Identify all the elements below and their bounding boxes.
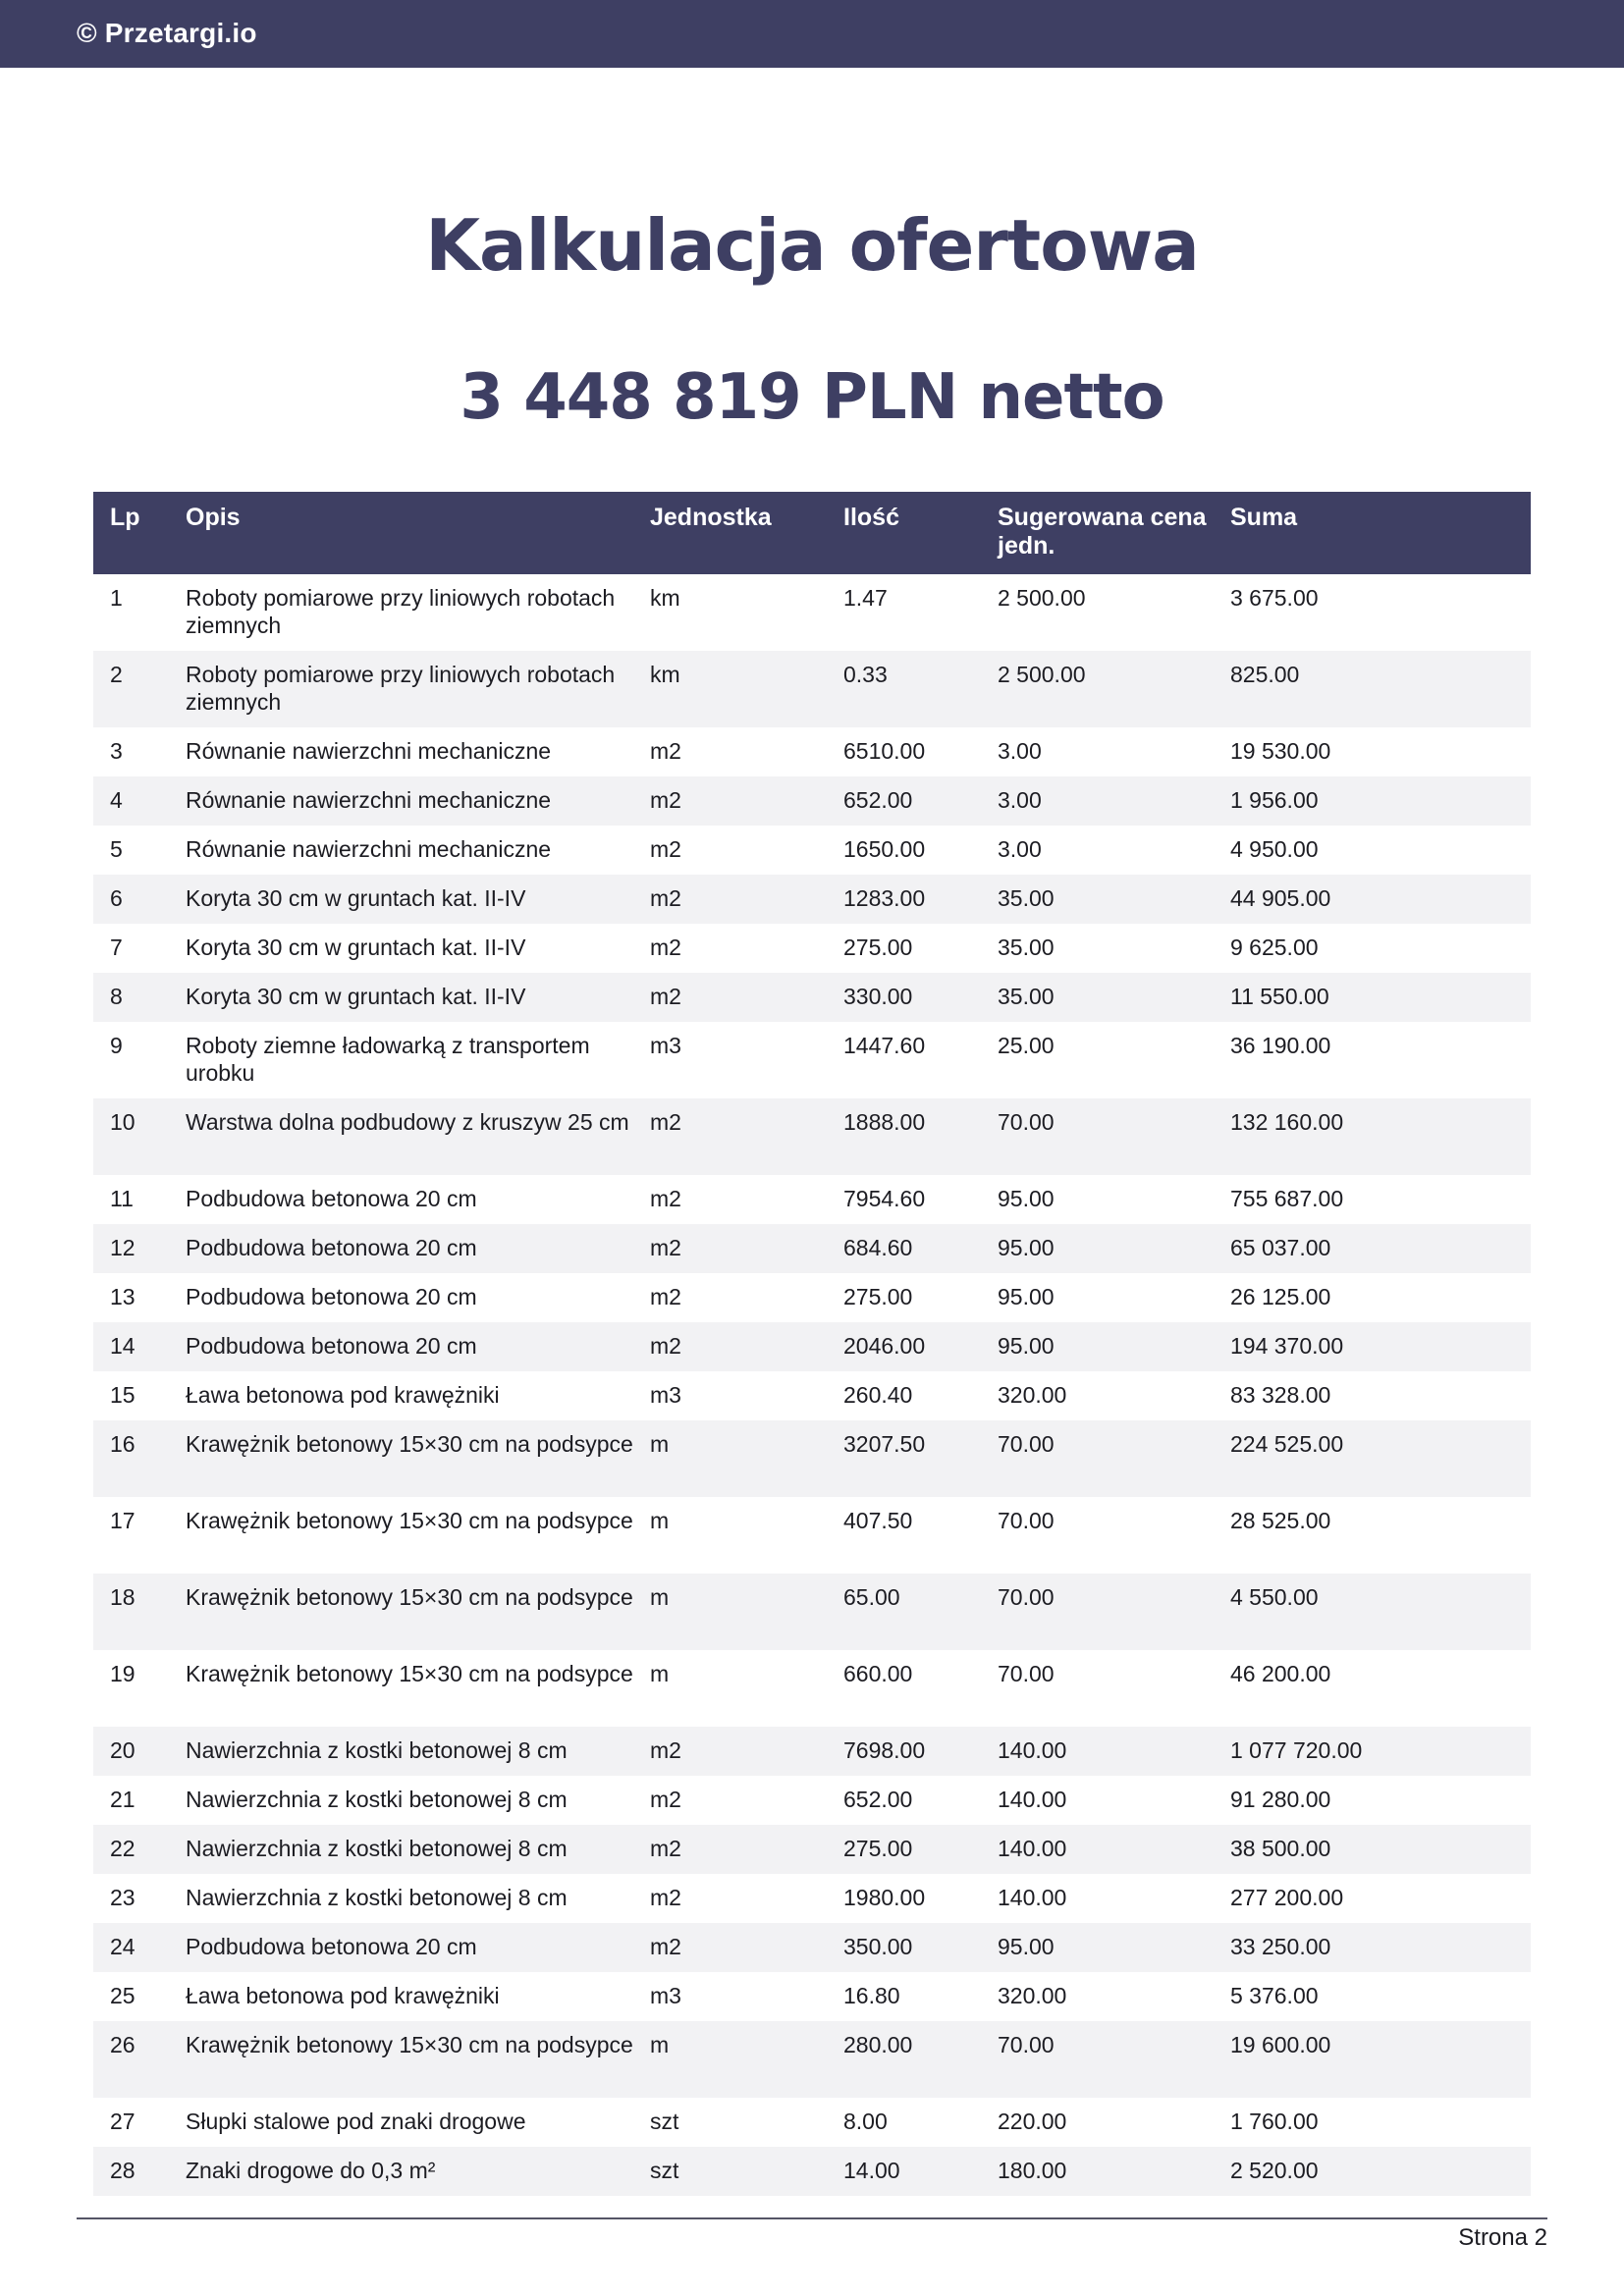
cell-lp: 22 [110, 1836, 135, 1861]
cell-opis: Krawężnik betonowy 15×30 cm na podsypce [186, 2032, 633, 2057]
table-row [93, 574, 1531, 651]
cell-suma: 11 550.00 [1230, 984, 1329, 1009]
brand-logo[interactable]: © Przetargi.io [77, 18, 257, 48]
cell-ilosc: 1980.00 [843, 1885, 926, 1910]
offer-table-container [93, 492, 1531, 2196]
cell-lp: 5 [110, 836, 123, 862]
cell-opis: Równanie nawierzchni mechaniczne [186, 836, 552, 862]
cell-cena: 95.00 [998, 1284, 1055, 1309]
cell-jednostka: m2 [650, 1737, 681, 1763]
cell-jednostka: m2 [650, 738, 681, 764]
cell-ilosc: 0.33 [843, 662, 888, 687]
cell-jednostka: m [650, 2032, 670, 2057]
cell-cena: 95.00 [998, 1186, 1055, 1211]
cell-suma: 46 200.00 [1230, 1661, 1331, 1686]
cell-ilosc: 684.60 [843, 1235, 913, 1260]
table-row [93, 1923, 1531, 1972]
cell-cena: 70.00 [998, 1431, 1055, 1457]
cell-cena: 140.00 [998, 1787, 1067, 1812]
cell-cena: 3.00 [998, 738, 1042, 764]
cell-jednostka: m2 [650, 1836, 681, 1861]
cell-ilosc: 1650.00 [843, 836, 926, 862]
column-header-lp: Lp [110, 504, 140, 531]
cell-lp: 2 [110, 662, 123, 687]
cell-suma: 44 905.00 [1230, 885, 1331, 911]
cell-opis: Krawężnik betonowy 15×30 cm na podsypce [186, 1584, 633, 1610]
cell-ilosc: 275.00 [843, 934, 913, 960]
cell-opis: Roboty ziemne ładowarką z transportem urobku [186, 1033, 590, 1086]
cell-cena: 2 500.00 [998, 585, 1086, 611]
cell-lp: 21 [110, 1787, 135, 1812]
cell-jednostka: m2 [650, 984, 681, 1009]
cell-cena: 35.00 [998, 934, 1055, 960]
cell-opis: Podbudowa betonowa 20 cm [186, 1186, 477, 1211]
cell-cena: 70.00 [998, 1508, 1055, 1533]
column-header-jednostka: Jednostka [650, 504, 772, 531]
cell-ilosc: 6510.00 [843, 738, 926, 764]
table-row [93, 1825, 1531, 1874]
cell-suma: 1 956.00 [1230, 787, 1319, 813]
cell-opis: Nawierzchnia z kostki betonowej 8 cm [186, 1885, 568, 1910]
cell-opis: Podbudowa betonowa 20 cm [186, 1284, 477, 1309]
cell-suma: 33 250.00 [1230, 1934, 1331, 1959]
cell-suma: 28 525.00 [1230, 1508, 1331, 1533]
cell-lp: 24 [110, 1934, 135, 1959]
cell-jednostka: m2 [650, 885, 681, 911]
cell-opis: Ława betonowa pod krawężniki [186, 1983, 500, 2008]
cell-ilosc: 407.50 [843, 1508, 913, 1533]
cell-ilosc: 16.80 [843, 1983, 900, 2008]
table-row [93, 1972, 1531, 2021]
cell-lp: 20 [110, 1737, 135, 1763]
cell-jednostka: m [650, 1584, 670, 1610]
cell-ilosc: 660.00 [843, 1661, 913, 1686]
cell-opis: Koryta 30 cm w gruntach kat. II-IV [186, 934, 526, 960]
cell-suma: 4 550.00 [1230, 1584, 1319, 1610]
cell-lp: 16 [110, 1431, 135, 1457]
cell-cena: 320.00 [998, 1382, 1067, 1408]
footer-divider [77, 2217, 1547, 2219]
cell-ilosc: 3207.50 [843, 1431, 926, 1457]
cell-lp: 14 [110, 1333, 135, 1359]
cell-cena: 180.00 [998, 2158, 1067, 2183]
cell-opis: Roboty pomiarowe przy liniowych robotach ziemnych [186, 585, 616, 638]
cell-ilosc: 14.00 [843, 2158, 900, 2183]
cell-ilosc: 1888.00 [843, 1109, 926, 1135]
top-bar [0, 0, 1624, 68]
cell-cena: 95.00 [998, 1333, 1055, 1359]
cell-suma: 83 328.00 [1230, 1382, 1331, 1408]
cell-suma: 277 200.00 [1230, 1885, 1344, 1910]
cell-opis: Równanie nawierzchni mechaniczne [186, 738, 552, 764]
cell-suma: 4 950.00 [1230, 836, 1319, 862]
cell-ilosc: 1447.60 [843, 1033, 926, 1058]
cell-suma: 38 500.00 [1230, 1836, 1331, 1861]
cell-jednostka: m2 [650, 1109, 681, 1135]
cell-suma: 132 160.00 [1230, 1109, 1344, 1135]
cell-opis: Podbudowa betonowa 20 cm [186, 1333, 477, 1359]
table-row [93, 1874, 1531, 1923]
table-row [93, 651, 1531, 727]
cell-suma: 19 600.00 [1230, 2032, 1331, 2057]
cell-opis: Nawierzchnia z kostki betonowej 8 cm [186, 1836, 568, 1861]
cell-suma: 825.00 [1230, 662, 1300, 687]
table-row [93, 1022, 1531, 1098]
cell-suma: 2 520.00 [1230, 2158, 1319, 2183]
cell-suma: 91 280.00 [1230, 1787, 1331, 1812]
table-row [93, 1727, 1531, 1776]
cell-opis: Słupki stalowe pod znaki drogowe [186, 2109, 526, 2134]
table-row [93, 1776, 1531, 1825]
cell-jednostka: m3 [650, 1983, 681, 2008]
cell-ilosc: 652.00 [843, 1787, 913, 1812]
cell-ilosc: 350.00 [843, 1934, 913, 1959]
cell-jednostka: km [650, 662, 680, 687]
cell-opis: Nawierzchnia z kostki betonowej 8 cm [186, 1787, 568, 1812]
cell-lp: 19 [110, 1661, 135, 1686]
table-row [93, 2021, 1531, 2098]
table-row [93, 727, 1531, 776]
cell-lp: 18 [110, 1584, 135, 1610]
cell-lp: 27 [110, 2109, 135, 2134]
cell-opis: Podbudowa betonowa 20 cm [186, 1235, 477, 1260]
cell-jednostka: m2 [650, 787, 681, 813]
cell-lp: 4 [110, 787, 123, 813]
cell-suma: 65 037.00 [1230, 1235, 1331, 1260]
cell-cena: 95.00 [998, 1235, 1055, 1260]
cell-opis: Ława betonowa pod krawężniki [186, 1382, 500, 1408]
cell-suma: 1 760.00 [1230, 2109, 1319, 2134]
table-row [93, 1497, 1531, 1574]
table-row [93, 2147, 1531, 2196]
cell-lp: 11 [110, 1186, 134, 1211]
cell-opis: Znaki drogowe do 0,3 m² [186, 2158, 436, 2183]
column-header-ilosc: Ilość [843, 504, 899, 531]
table-row [93, 1322, 1531, 1371]
table-row [93, 924, 1531, 973]
table-row [93, 2098, 1531, 2147]
cell-ilosc: 280.00 [843, 2032, 913, 2057]
cell-cena: 140.00 [998, 1885, 1067, 1910]
cell-cena: 3.00 [998, 787, 1042, 813]
page-number: Strona 2 [1458, 2224, 1547, 2251]
cell-suma: 36 190.00 [1230, 1033, 1331, 1058]
cell-jednostka: m2 [650, 1934, 681, 1959]
cell-ilosc: 330.00 [843, 984, 913, 1009]
cell-cena: 95.00 [998, 1934, 1055, 1959]
cell-jednostka: m [650, 1508, 670, 1533]
cell-ilosc: 1283.00 [843, 885, 926, 911]
cell-ilosc: 275.00 [843, 1284, 913, 1309]
cell-lp: 7 [110, 934, 123, 960]
cell-lp: 6 [110, 885, 123, 911]
cell-cena: 70.00 [998, 1109, 1055, 1135]
table-body [93, 574, 1531, 2196]
cell-opis: Krawężnik betonowy 15×30 cm na podsypce [186, 1661, 633, 1686]
cell-suma: 9 625.00 [1230, 934, 1319, 960]
table-row [93, 973, 1531, 1022]
cell-lp: 23 [110, 1885, 135, 1910]
cell-jednostka: m2 [650, 934, 681, 960]
table-row [93, 1175, 1531, 1224]
cell-suma: 3 675.00 [1230, 585, 1319, 611]
cell-lp: 10 [110, 1109, 135, 1135]
cell-cena: 3.00 [998, 836, 1042, 862]
table-row [93, 776, 1531, 826]
table-row [93, 1098, 1531, 1175]
cell-ilosc: 7698.00 [843, 1737, 926, 1763]
cell-lp: 8 [110, 984, 123, 1009]
cell-jednostka: m3 [650, 1033, 681, 1058]
cell-suma: 194 370.00 [1230, 1333, 1344, 1359]
cell-suma: 19 530.00 [1230, 738, 1331, 764]
cell-opis: Roboty pomiarowe przy liniowych robotach ziemnych [186, 662, 616, 715]
cell-opis: Koryta 30 cm w gruntach kat. II-IV [186, 984, 526, 1009]
cell-cena: 70.00 [998, 2032, 1055, 2057]
cell-opis: Warstwa dolna podbudowy z kruszyw 25 cm [186, 1109, 629, 1135]
table-row [93, 826, 1531, 875]
cell-lp: 28 [110, 2158, 135, 2183]
column-header-suma: Suma [1230, 504, 1298, 531]
cell-lp: 9 [110, 1033, 123, 1058]
cell-jednostka: km [650, 585, 680, 611]
cell-lp: 1 [110, 585, 123, 611]
cell-lp: 3 [110, 738, 123, 764]
cell-jednostka: m2 [650, 1333, 681, 1359]
table-row [93, 1273, 1531, 1322]
cell-ilosc: 652.00 [843, 787, 913, 813]
cell-jednostka: m [650, 1431, 670, 1457]
cell-suma: 755 687.00 [1230, 1186, 1344, 1211]
table-header [93, 492, 1531, 574]
cell-ilosc: 1.47 [843, 585, 888, 611]
page-title: Kalkulacja ofertowa [425, 204, 1199, 287]
cell-jednostka: m2 [650, 1787, 681, 1812]
cell-jednostka: m [650, 1661, 670, 1686]
cell-opis: Podbudowa betonowa 20 cm [186, 1934, 477, 1959]
column-header-opis: Opis [186, 504, 241, 531]
cell-lp: 12 [110, 1235, 135, 1260]
cell-jednostka: m2 [650, 1284, 681, 1309]
cell-opis: Krawężnik betonowy 15×30 cm na podsypce [186, 1508, 633, 1533]
table-row [93, 1224, 1531, 1273]
table-row [93, 1650, 1531, 1727]
cell-jednostka: szt [650, 2109, 679, 2134]
cell-lp: 13 [110, 1284, 135, 1309]
cell-lp: 26 [110, 2032, 135, 2057]
cell-jednostka: m3 [650, 1382, 681, 1408]
cell-cena: 320.00 [998, 1983, 1067, 2008]
cell-ilosc: 8.00 [843, 2109, 888, 2134]
cell-cena: 140.00 [998, 1836, 1067, 1861]
cell-opis: Krawężnik betonowy 15×30 cm na podsypce [186, 1431, 633, 1457]
cell-jednostka: m2 [650, 836, 681, 862]
table-row [93, 1420, 1531, 1497]
column-header-cena: Sugerowana cena jedn. [998, 504, 1207, 560]
cell-cena: 2 500.00 [998, 662, 1086, 687]
cell-ilosc: 2046.00 [843, 1333, 926, 1359]
cell-suma: 1 077 720.00 [1230, 1737, 1363, 1763]
offer-table [93, 492, 1531, 2196]
cell-cena: 220.00 [998, 2109, 1067, 2134]
cell-jednostka: szt [650, 2158, 679, 2183]
table-row [93, 875, 1531, 924]
table-row [93, 1371, 1531, 1420]
cell-suma: 26 125.00 [1230, 1284, 1331, 1309]
cell-lp: 25 [110, 1983, 135, 2008]
cell-cena: 35.00 [998, 984, 1055, 1009]
cell-cena: 140.00 [998, 1737, 1067, 1763]
cell-jednostka: m2 [650, 1186, 681, 1211]
table-row [93, 1574, 1531, 1650]
cell-opis: Koryta 30 cm w gruntach kat. II-IV [186, 885, 526, 911]
cell-ilosc: 275.00 [843, 1836, 913, 1861]
cell-cena: 70.00 [998, 1661, 1055, 1686]
cell-ilosc: 260.40 [843, 1382, 913, 1408]
cell-opis: Równanie nawierzchni mechaniczne [186, 787, 552, 813]
cell-lp: 17 [110, 1508, 135, 1533]
cell-suma: 224 525.00 [1230, 1431, 1344, 1457]
cell-opis: Nawierzchnia z kostki betonowej 8 cm [186, 1737, 568, 1763]
cell-ilosc: 7954.60 [843, 1186, 926, 1211]
cell-jednostka: m2 [650, 1235, 681, 1260]
cell-cena: 70.00 [998, 1584, 1055, 1610]
cell-suma: 5 376.00 [1230, 1983, 1319, 2008]
total-amount: 3 448 819 PLN netto [460, 361, 1164, 434]
cell-ilosc: 65.00 [843, 1584, 900, 1610]
cell-jednostka: m2 [650, 1885, 681, 1910]
cell-cena: 35.00 [998, 885, 1055, 911]
cell-lp: 15 [110, 1382, 135, 1408]
cell-cena: 25.00 [998, 1033, 1055, 1058]
